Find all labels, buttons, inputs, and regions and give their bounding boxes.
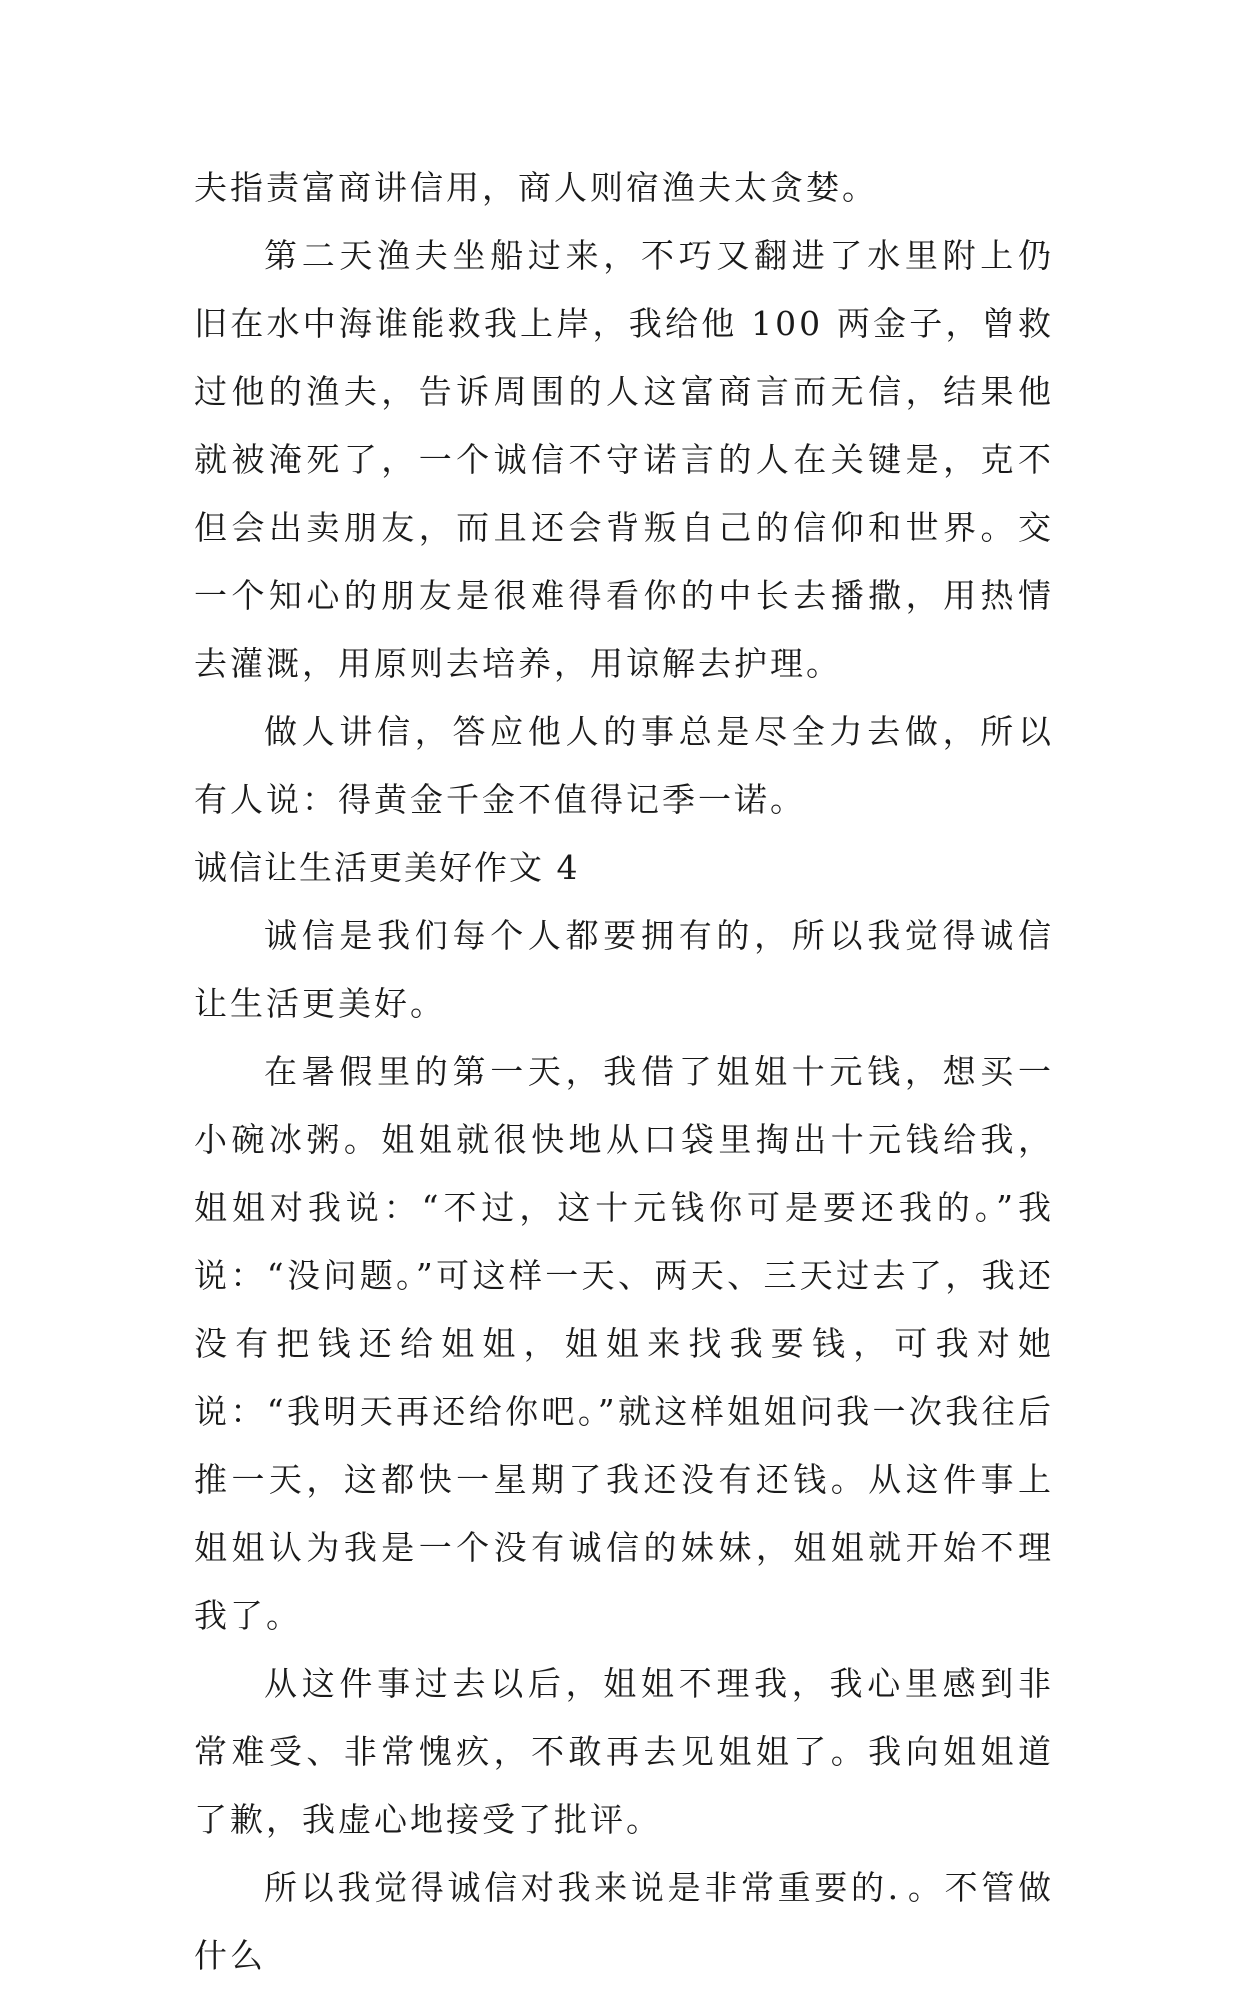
paragraph-7: 所以我觉得诚信对我来说是非常重要的．。不管做什么 [194, 1868, 1054, 1975]
paragraph-3: 做人讲信，答应他人的事总是尽全力去做，所以有人说：得黄金千金不值得记季一诺。 [194, 712, 1054, 819]
paragraph-6: 从这件事过去以后，姐姐不理我，我心里感到非常难受、非常愧疚，不敢再去见姐姐了。我向姐姐道了歉，我虚心地接受了批评。 [194, 1664, 1054, 1839]
document-body [194, 154, 1054, 1990]
paragraph-5: 在暑假里的第一天，我借了姐姐十元钱，想买一小碗冰粥。姐姐就很快地从口袋里掏出十元钱给我，姐姐对我说：“不过，这十元钱你可是要还我的。”我说：“没问题。”可这样一天、两天、三天过去了，我还没有把钱还给姐姐，姐姐来找我要钱，可我对她说：“我明天再还给你吧。”就这样姐姐问我一次我往后推一天，这都快一星期了我还没有还钱。从这件事上姐姐认为我是一个没有诚信的妹妹，姐姐就开始不理我了。 [194, 1052, 1054, 1635]
paragraph-1: 夫指责富商讲信用，商人则宿渔夫太贪婪。 [194, 168, 878, 207]
section-heading: 诚信让生活更美好作文 4 [194, 848, 580, 887]
paragraph-2: 第二天渔夫坐船过来，不巧又翻进了水里附上仍旧在水中海谁能救我上岸，我给他 100 两金子，曾救过他的渔夫，告诉周围的人这富商言而无信，结果他就被淹死了，一个诚信不守诺言的人在关键是，克不但会出卖朋友，而且还会背叛自己的信仰和世界。交一个知心的朋友是很难得看你的中长去播撒，用热情去灌溉，用原则去培养，用谅解去护理。 [194, 236, 1054, 683]
paragraph-4: 诚信是我们每个人都要拥有的，所以我觉得诚信让生活更美好。 [194, 916, 1054, 1023]
